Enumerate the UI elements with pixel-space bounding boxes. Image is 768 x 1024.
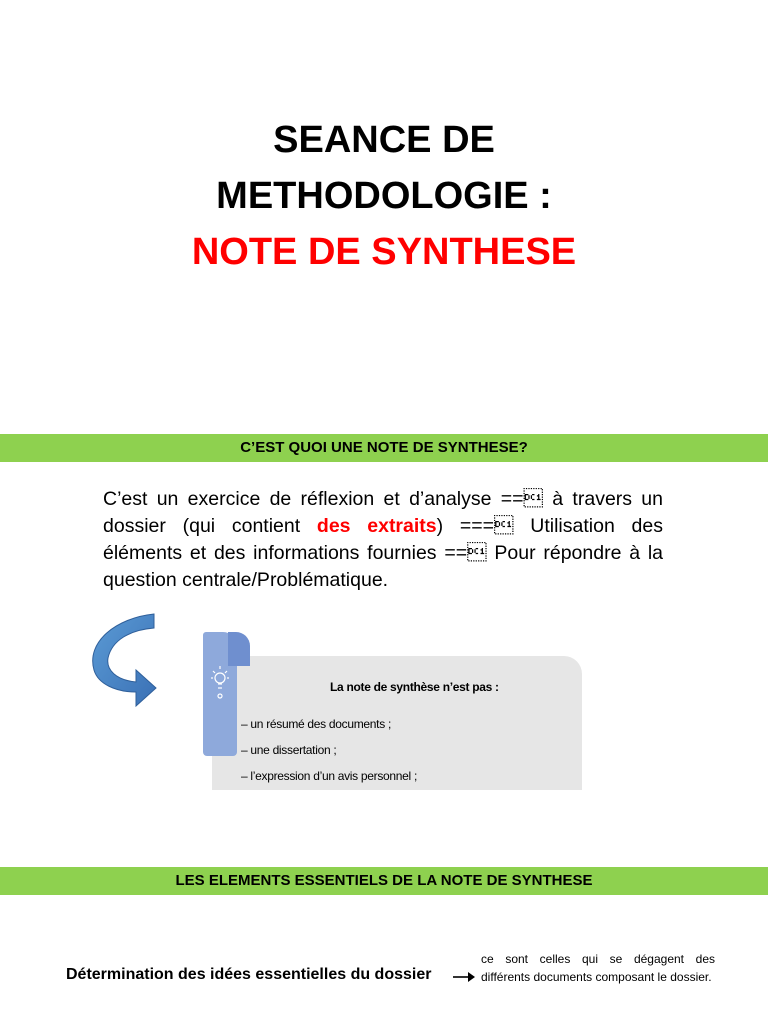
note-box-item: – l’expression d’un avis personnel ; [241, 769, 417, 783]
definition-paragraph [103, 486, 663, 594]
essential-row-description: ce sont celles qui se dégagent des différents documents composant le dossier. [481, 952, 715, 984]
note-box-item: – un résumé des documents ; [241, 717, 391, 731]
section-heading-definition: C’EST QUOI UNE NOTE DE SYNTHESE? [0, 434, 768, 462]
note-box-item: – une dissertation ; [241, 743, 337, 757]
curved-arrow-icon [86, 612, 160, 712]
title-line-3: NOTE DE SYNTHESE [191, 231, 577, 273]
title-line-2: METHODOLOGIE : [216, 175, 552, 217]
lightbulb-icon [208, 662, 232, 704]
note-box-title: La note de synthèse n’est pas : [330, 680, 499, 694]
title-line-1: SEANCE DE [273, 119, 495, 161]
definition-text-start: C’est un exercice de réflexion et d’analyse == à travers un dossier (qui contient [103, 488, 663, 537]
slide-title [0, 112, 768, 280]
definition-highlight: des extraits [316, 515, 437, 537]
essential-row-label: Détermination des idées essentielles du dossier [66, 966, 432, 983]
note-box-tab-fold [228, 632, 250, 666]
definition-text-end: ) === Utilisation des éléments et des informations fournies == Pour répondre à la question centrale/Problématique. [103, 515, 663, 591]
right-arrow-icon [452, 971, 476, 983]
section-heading-essentials: LES ELEMENTS ESSENTIELS DE LA NOTE DE SYNTHESE [0, 867, 768, 895]
